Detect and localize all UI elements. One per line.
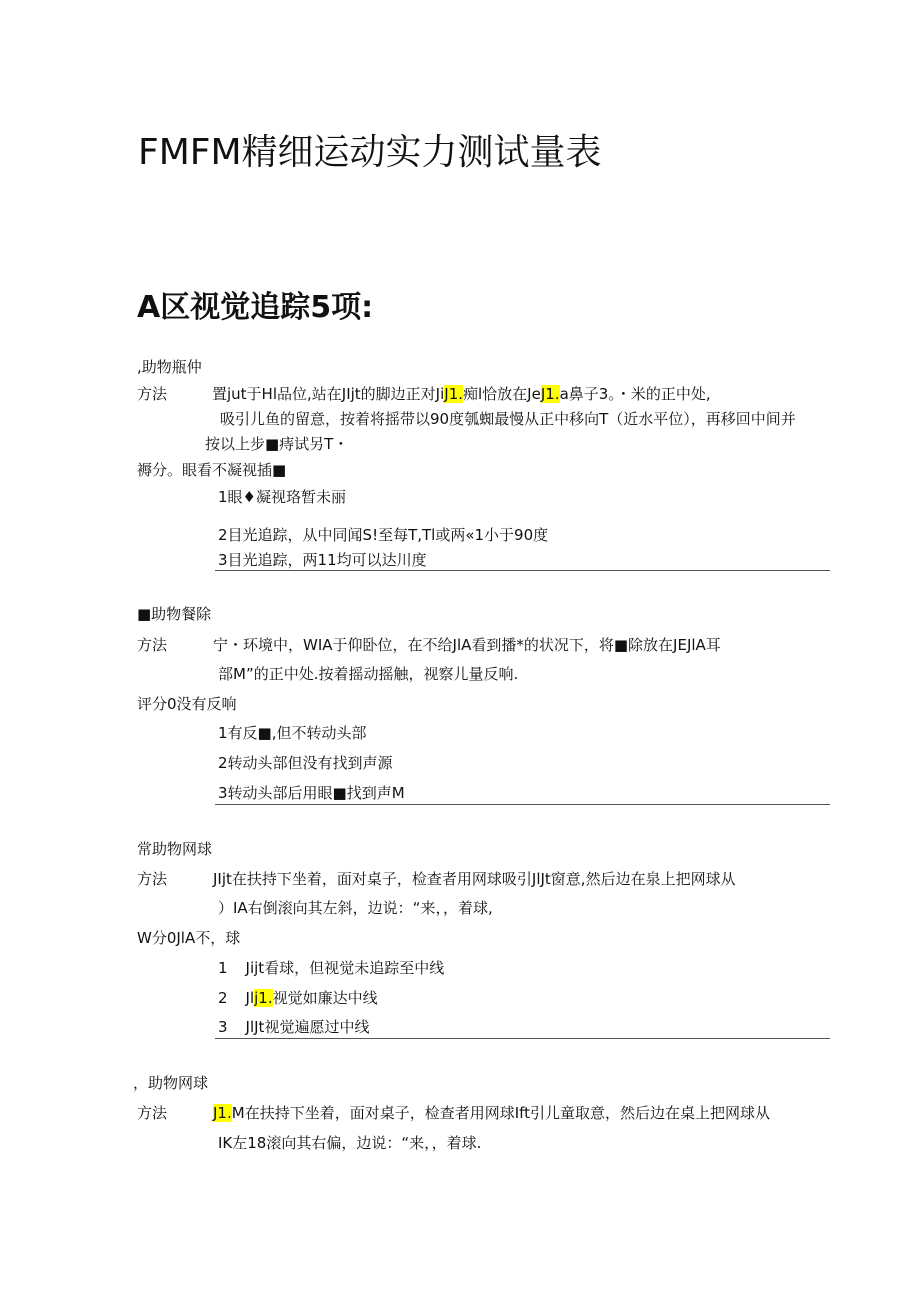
score-line: 3目光追踪，两11均可以达川度: [218, 551, 427, 569]
score-line: 2目光追踪，从中同闻S!至每T,Tl或两«1小于90度: [218, 526, 549, 544]
score-line: 1 Jijt看球，但视觉未追踪至中线: [218, 959, 445, 977]
score-line: 3转动头部后用眼■找到声M: [218, 784, 405, 802]
method-line: 置jut于Hl品位,站在JIjt的脚边正对JiJ1.痴l恰放在JeJ1.a鼻子3。・米的正中处,: [212, 385, 711, 403]
method-line: 按以上步■痔试另T・: [205, 435, 349, 453]
method-label: 方法: [137, 636, 168, 654]
score-line: 2转动头部但没有找到声源: [218, 754, 393, 772]
item-heading: ，助物网球: [133, 1074, 209, 1092]
section-heading: A区视觉追踪5项:: [137, 290, 374, 325]
score-line: 2 Jlj1.视觉如廉达中线: [218, 989, 378, 1007]
document-title: FMFM精细运动实力测试量表: [138, 132, 602, 173]
divider: [215, 1038, 830, 1039]
method-line: ）IA右倒滚向其左斜，边说：“来，，着球,: [218, 899, 493, 917]
item-heading: ,助物瓶仲: [137, 358, 202, 376]
method-label: 方法: [137, 1104, 168, 1122]
method-label: 方法: [137, 385, 168, 403]
item-heading: ■助物餐除: [137, 605, 212, 623]
method-line: 宁・环境中，WIA于仰卧位，在不给JlA看到播*的状况下，将■除放在JEJlA耳: [213, 636, 721, 654]
score-line: 1有反■,但不转动头部: [218, 724, 367, 742]
method-line: 部M”的正中处.按着摇动摇触，视察儿量反响.: [218, 665, 519, 683]
item-heading: 常助物网球: [137, 840, 213, 858]
score-line: 1眼♦凝视珞暂未丽: [218, 488, 346, 506]
score-label: 评分0没有反响: [137, 695, 237, 713]
method-line: J1.M在扶持下坐着，面对桌子，检查者用网球Ift引儿童取意，然后边在桌上把网球从: [213, 1104, 771, 1122]
divider: [215, 570, 830, 571]
method-label: 方法: [137, 870, 168, 888]
score-label: 褥分。眼看不凝视插■: [137, 461, 287, 479]
method-line: JIjt在扶持下坐着，面对桌子，检查者用网球吸引JlJt窗意,然后边在泉上把网球从: [213, 870, 736, 888]
score-line: 3 JlJt视觉遍愿过中线: [218, 1018, 370, 1036]
method-line: 吸引儿鱼的留意，按着将摇带以90度瓠蜘最慢从正中移向T（近水平位），再移回中间并: [220, 410, 796, 428]
method-line: IK左18滚向其右偏，边说：“来，，着球.: [218, 1134, 482, 1152]
score-label: W分0JlA不，球: [137, 929, 241, 947]
divider: [215, 804, 830, 805]
